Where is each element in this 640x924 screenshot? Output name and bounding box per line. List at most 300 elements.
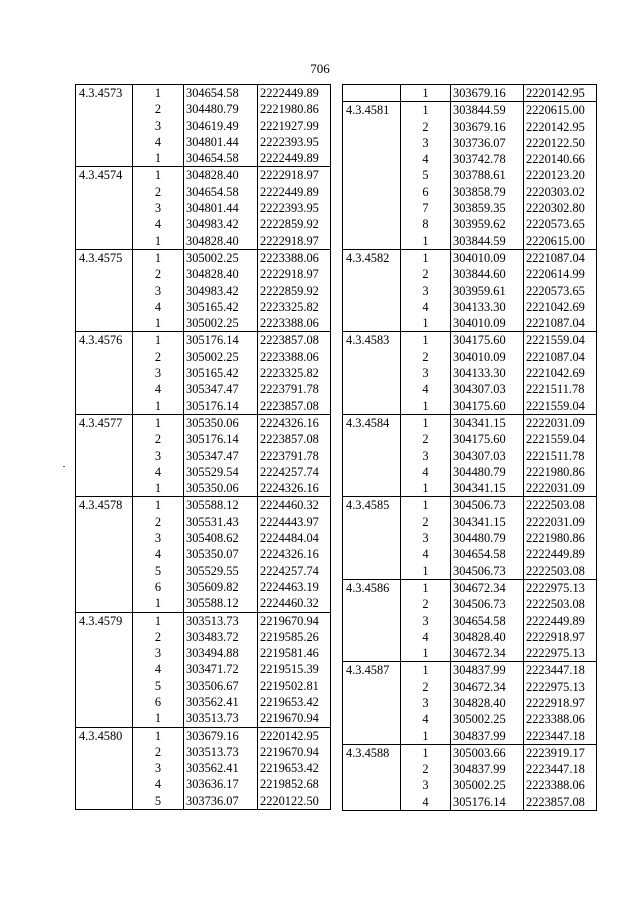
table-row — [76, 283, 331, 299]
x-coordinate-cell: 303844.60 — [451, 266, 524, 282]
y-coordinate-cell: 2222031.09 — [524, 414, 597, 431]
y-coordinate-cell: 2220122.50 — [524, 135, 597, 151]
parcel-id-cell — [343, 299, 401, 315]
parcel-id-cell: 4.3.4578 — [76, 497, 133, 514]
table-row — [76, 497, 331, 514]
x-coordinate-cell: 303494.88 — [184, 645, 258, 661]
table-row — [76, 233, 331, 250]
parcel-id-cell — [76, 760, 133, 776]
x-coordinate-cell: 304506.73 — [451, 497, 524, 514]
point-number-cell: 1 — [133, 332, 184, 349]
y-coordinate-cell: 2224443.97 — [258, 514, 331, 530]
x-coordinate-cell: 304837.99 — [451, 761, 524, 777]
parcel-id-cell — [76, 283, 133, 299]
y-coordinate-cell: 2220615.00 — [524, 233, 597, 250]
y-coordinate-cell: 2219581.46 — [258, 645, 331, 661]
table-row — [343, 662, 597, 679]
table-row — [76, 398, 331, 415]
parcel-id-cell — [76, 645, 133, 661]
table-row — [76, 200, 331, 216]
point-number-cell: 1 — [401, 102, 451, 119]
parcel-id-cell — [343, 200, 401, 216]
table-row — [343, 167, 597, 183]
x-coordinate-cell: 304837.99 — [451, 728, 524, 745]
point-number-cell: 2 — [154, 629, 162, 644]
y-coordinate-cell: 2219852.68 — [258, 776, 331, 792]
table-row — [343, 711, 597, 727]
point-number-cell: 5 — [422, 168, 429, 183]
parcel-id-cell — [343, 119, 401, 135]
x-coordinate-cell: 304133.30 — [451, 365, 524, 381]
y-coordinate-cell: 2222031.09 — [524, 514, 597, 530]
coordinates-table-right — [342, 84, 597, 811]
table-row — [343, 613, 597, 629]
table-row — [343, 283, 597, 299]
y-coordinate-cell: 2219653.42 — [258, 760, 331, 776]
point-number-cell: 7 — [422, 201, 429, 216]
table-row — [343, 794, 597, 811]
point-number-cell: 4 — [154, 464, 162, 479]
point-number-cell: 1 — [422, 563, 429, 578]
y-coordinate-cell: 2223388.06 — [258, 249, 331, 266]
y-coordinate-cell: 2222975.13 — [524, 679, 597, 695]
point-number-cell: 2 — [154, 744, 162, 759]
x-coordinate-cell: 305350.06 — [184, 480, 258, 497]
parcel-id-cell — [76, 661, 133, 677]
y-coordinate-cell: 2220142.95 — [258, 727, 331, 744]
table-row — [343, 629, 597, 645]
parcel-id-cell: 4.3.4573 — [76, 85, 133, 102]
table-row — [76, 431, 331, 447]
parcel-id-cell — [343, 266, 401, 282]
point-number-cell: 3 — [422, 366, 429, 381]
y-coordinate-cell: 2223447.18 — [524, 728, 597, 745]
parcel-id-cell — [343, 216, 401, 232]
point-number-cell: 4 — [422, 712, 429, 727]
point-number-cell: 1 — [133, 414, 184, 431]
table-row — [76, 332, 331, 349]
x-coordinate-cell: 304010.09 — [451, 249, 524, 266]
point-number-cell: 1 — [133, 727, 184, 744]
x-coordinate-cell: 304341.15 — [451, 414, 524, 431]
x-coordinate-cell: 303562.41 — [184, 760, 258, 776]
x-coordinate-cell: 304828.40 — [451, 629, 524, 645]
parcel-id-cell — [343, 613, 401, 629]
x-coordinate-cell: 305350.06 — [184, 414, 258, 431]
table-row — [343, 266, 597, 282]
table-row — [343, 135, 597, 151]
point-number-cell: 3 — [422, 613, 429, 628]
point-number-cell: 4 — [422, 152, 429, 167]
y-coordinate-cell: 2222449.89 — [258, 150, 331, 167]
parcel-id-cell — [76, 464, 133, 480]
table-row — [343, 200, 597, 216]
x-coordinate-cell: 305002.25 — [451, 711, 524, 727]
parcel-id-cell — [343, 514, 401, 530]
parcel-id-cell: 4.3.4583 — [343, 332, 401, 349]
parcel-id-cell: 4.3.4586 — [343, 579, 401, 596]
point-number-cell: 1 — [422, 233, 429, 248]
table-row — [76, 464, 331, 480]
point-number-cell: 2 — [422, 597, 429, 612]
point-number-cell: 1 — [422, 481, 429, 496]
table-row — [76, 760, 331, 776]
y-coordinate-cell: 2223447.18 — [524, 662, 597, 679]
x-coordinate-cell: 304175.60 — [451, 332, 524, 349]
point-number-cell: 8 — [422, 217, 429, 232]
x-coordinate-cell: 304983.42 — [184, 216, 258, 232]
y-coordinate-cell: 2220614.99 — [524, 266, 597, 282]
table-row — [76, 661, 331, 677]
x-coordinate-cell: 305002.25 — [451, 777, 524, 793]
y-coordinate-cell: 2222449.89 — [524, 613, 597, 629]
point-number-cell: 6 — [154, 694, 162, 709]
y-coordinate-cell: 2221087.04 — [524, 349, 597, 365]
table-row — [343, 777, 597, 793]
page-number: 706 — [310, 61, 330, 76]
parcel-id-cell — [76, 744, 133, 760]
y-coordinate-cell: 2222859.92 — [258, 283, 331, 299]
parcel-id-cell — [343, 596, 401, 612]
x-coordinate-cell: 304341.15 — [451, 514, 524, 530]
x-coordinate-cell: 305002.25 — [184, 315, 258, 332]
x-coordinate-cell: 304010.09 — [451, 315, 524, 332]
y-coordinate-cell: 2219670.94 — [258, 612, 331, 629]
table-row — [76, 530, 331, 546]
x-coordinate-cell: 305003.66 — [451, 744, 524, 761]
table-row — [76, 678, 331, 694]
table-row — [76, 216, 331, 232]
y-coordinate-cell: 2222859.92 — [258, 216, 331, 232]
parcel-id-cell — [343, 794, 401, 811]
parcel-id-cell — [76, 184, 133, 200]
point-number-cell: 1 — [154, 316, 162, 331]
point-number-cell: 4 — [154, 662, 162, 677]
y-coordinate-cell: 2223388.06 — [524, 711, 597, 727]
parcel-id-cell — [76, 776, 133, 792]
point-number-cell: 1 — [154, 481, 162, 496]
point-number-cell: 1 — [154, 398, 162, 413]
parcel-id-cell — [76, 266, 133, 282]
table-row — [343, 728, 597, 745]
point-number-cell: 1 — [154, 151, 162, 166]
parcel-id-cell — [76, 216, 133, 232]
parcel-id-cell — [343, 530, 401, 546]
x-coordinate-cell: 304506.73 — [451, 596, 524, 612]
x-coordinate-cell: 304672.34 — [451, 645, 524, 662]
x-coordinate-cell: 303959.62 — [451, 216, 524, 232]
y-coordinate-cell: 2222449.89 — [524, 546, 597, 562]
parcel-id-cell — [76, 150, 133, 167]
y-coordinate-cell: 2221559.04 — [524, 332, 597, 349]
point-number-cell: 3 — [154, 531, 162, 546]
table-row — [76, 629, 331, 645]
parcel-id-cell — [343, 167, 401, 183]
table-row — [76, 134, 331, 150]
parcel-id-cell: 4.3.4575 — [76, 249, 133, 266]
y-coordinate-cell: 2220122.50 — [258, 793, 331, 810]
coordinates-table-left — [75, 84, 331, 810]
x-coordinate-cell: 305609.82 — [184, 579, 258, 595]
x-coordinate-cell: 304801.44 — [184, 134, 258, 150]
parcel-id-cell — [343, 464, 401, 480]
x-coordinate-cell: 303742.78 — [451, 151, 524, 167]
table-row — [343, 315, 597, 332]
parcel-id-cell — [76, 480, 133, 497]
parcel-id-cell — [343, 365, 401, 381]
parcel-id-cell — [76, 546, 133, 562]
y-coordinate-cell: 2223388.06 — [524, 777, 597, 793]
parcel-id-cell — [76, 101, 133, 117]
x-coordinate-cell: 304983.42 — [184, 283, 258, 299]
table-row — [343, 596, 597, 612]
margin-mark — [63, 466, 65, 467]
table-row — [76, 184, 331, 200]
table-row — [343, 645, 597, 662]
point-number-cell: 1 — [154, 596, 162, 611]
parcel-id-cell: 4.3.4587 — [343, 662, 401, 679]
y-coordinate-cell: 2224460.32 — [258, 595, 331, 612]
table-row — [343, 579, 597, 596]
x-coordinate-cell: 304828.40 — [451, 695, 524, 711]
point-number-cell: 1 — [133, 85, 184, 102]
parcel-id-cell: 4.3.4585 — [343, 497, 401, 514]
y-coordinate-cell: 2221042.69 — [524, 299, 597, 315]
y-coordinate-cell: 2219653.42 — [258, 694, 331, 710]
table-row — [76, 315, 331, 332]
parcel-id-cell — [343, 728, 401, 745]
x-coordinate-cell: 305408.62 — [184, 530, 258, 546]
point-number-cell: 4 — [422, 464, 429, 479]
parcel-id-cell — [76, 579, 133, 595]
point-number-cell: 3 — [422, 778, 429, 793]
x-coordinate-cell: 305347.47 — [184, 448, 258, 464]
point-number-cell: 1 — [133, 249, 184, 266]
y-coordinate-cell: 2220573.65 — [524, 216, 597, 232]
point-number-cell: 1 — [422, 398, 429, 413]
point-number-cell: 3 — [154, 283, 162, 298]
table-row — [343, 480, 597, 497]
point-number-cell: 1 — [401, 85, 451, 102]
y-coordinate-cell: 2224326.16 — [258, 480, 331, 497]
point-number-cell: 3 — [422, 695, 429, 710]
table-row — [343, 184, 597, 200]
parcel-id-cell — [343, 563, 401, 580]
parcel-id-cell — [76, 431, 133, 447]
table-row — [76, 480, 331, 497]
x-coordinate-cell: 304828.40 — [184, 233, 258, 250]
x-coordinate-cell: 303471.72 — [184, 661, 258, 677]
y-coordinate-cell: 2222918.97 — [258, 167, 331, 184]
parcel-id-cell — [343, 85, 401, 102]
x-coordinate-cell: 303959.61 — [451, 283, 524, 299]
parcel-id-cell — [343, 480, 401, 497]
table-row — [76, 710, 331, 727]
y-coordinate-cell: 2221511.78 — [524, 381, 597, 397]
table-row — [343, 332, 597, 349]
y-coordinate-cell: 2222393.95 — [258, 200, 331, 216]
x-coordinate-cell: 304480.79 — [451, 530, 524, 546]
x-coordinate-cell: 303636.17 — [184, 776, 258, 792]
point-number-cell: 4 — [422, 629, 429, 644]
x-coordinate-cell: 304672.34 — [451, 579, 524, 596]
y-coordinate-cell: 2220302.80 — [524, 200, 597, 216]
parcel-id-cell — [343, 448, 401, 464]
point-number-cell: 2 — [422, 762, 429, 777]
x-coordinate-cell: 304801.44 — [184, 200, 258, 216]
y-coordinate-cell: 2221087.04 — [524, 249, 597, 266]
parcel-id-cell — [343, 711, 401, 727]
x-coordinate-cell: 303513.73 — [184, 710, 258, 727]
parcel-id-cell — [76, 514, 133, 530]
parcel-id-cell — [76, 710, 133, 727]
point-number-cell: 4 — [422, 382, 429, 397]
x-coordinate-cell: 303562.41 — [184, 694, 258, 710]
y-coordinate-cell: 2223857.08 — [258, 398, 331, 415]
table-row — [343, 695, 597, 711]
table-row — [76, 299, 331, 315]
parcel-id-cell — [76, 349, 133, 365]
y-coordinate-cell: 2223791.78 — [258, 381, 331, 397]
table-row — [343, 85, 597, 102]
table-row — [343, 381, 597, 397]
y-coordinate-cell: 2224257.74 — [258, 563, 331, 579]
x-coordinate-cell: 304654.58 — [451, 546, 524, 562]
parcel-id-cell: 4.3.4579 — [76, 612, 133, 629]
table-row — [76, 546, 331, 562]
x-coordinate-cell: 303679.16 — [451, 119, 524, 135]
parcel-id-cell — [343, 761, 401, 777]
y-coordinate-cell: 2219585.26 — [258, 629, 331, 645]
point-number-cell: 1 — [401, 332, 451, 349]
x-coordinate-cell: 305176.14 — [184, 332, 258, 349]
y-coordinate-cell: 2222975.13 — [524, 645, 597, 662]
x-coordinate-cell: 303788.61 — [451, 167, 524, 183]
point-number-cell: 3 — [154, 366, 162, 381]
point-number-cell: 4 — [422, 547, 429, 562]
parcel-id-cell — [76, 678, 133, 694]
parcel-id-cell — [76, 448, 133, 464]
y-coordinate-cell: 2222918.97 — [524, 695, 597, 711]
table-row — [76, 101, 331, 117]
point-number-cell: 4 — [154, 217, 162, 232]
point-number-cell: 3 — [422, 283, 429, 298]
parcel-id-cell — [76, 629, 133, 645]
point-number-cell: 1 — [154, 233, 162, 248]
y-coordinate-cell: 2221559.04 — [524, 398, 597, 415]
parcel-id-cell — [343, 679, 401, 695]
parcel-id-cell — [343, 135, 401, 151]
x-coordinate-cell: 304307.03 — [451, 448, 524, 464]
y-coordinate-cell: 2224460.32 — [258, 497, 331, 514]
x-coordinate-cell: 304341.15 — [451, 480, 524, 497]
table-row — [343, 761, 597, 777]
table-row — [343, 151, 597, 167]
y-coordinate-cell: 2222918.97 — [258, 266, 331, 282]
point-number-cell: 6 — [422, 184, 429, 199]
y-coordinate-cell: 2221559.04 — [524, 431, 597, 447]
table-row — [343, 530, 597, 546]
y-coordinate-cell: 2223919.17 — [524, 744, 597, 761]
table-row — [76, 645, 331, 661]
y-coordinate-cell: 2221980.86 — [524, 464, 597, 480]
y-coordinate-cell: 2221980.86 — [258, 101, 331, 117]
point-number-cell: 1 — [422, 646, 429, 661]
x-coordinate-cell: 305588.12 — [184, 497, 258, 514]
x-coordinate-cell: 305002.25 — [184, 349, 258, 365]
parcel-id-cell: 4.3.4588 — [343, 744, 401, 761]
y-coordinate-cell: 2222503.08 — [524, 563, 597, 580]
table-row — [343, 679, 597, 695]
x-coordinate-cell: 304175.60 — [451, 431, 524, 447]
table-row — [76, 595, 331, 612]
table-row — [343, 546, 597, 562]
x-coordinate-cell: 304672.34 — [451, 679, 524, 695]
point-number-cell: 4 — [154, 777, 162, 792]
table-row — [76, 514, 331, 530]
x-coordinate-cell: 304480.79 — [184, 101, 258, 117]
table-row — [76, 776, 331, 792]
y-coordinate-cell: 2220303.02 — [524, 184, 597, 200]
table-row — [76, 118, 331, 134]
y-coordinate-cell: 2222503.08 — [524, 596, 597, 612]
point-number-cell: 5 — [133, 793, 184, 810]
table-row — [76, 448, 331, 464]
parcel-id-cell — [343, 184, 401, 200]
point-number-cell: 4 — [401, 794, 451, 811]
parcel-id-cell — [343, 151, 401, 167]
x-coordinate-cell: 304654.58 — [451, 613, 524, 629]
parcel-id-cell — [76, 530, 133, 546]
x-coordinate-cell: 303736.07 — [451, 135, 524, 151]
y-coordinate-cell: 2223791.78 — [258, 448, 331, 464]
parcel-id-cell — [343, 398, 401, 415]
parcel-id-cell — [76, 694, 133, 710]
y-coordinate-cell: 2222449.89 — [258, 85, 331, 102]
y-coordinate-cell: 2221511.78 — [524, 448, 597, 464]
y-coordinate-cell: 2220615.00 — [524, 102, 597, 119]
parcel-id-cell — [76, 381, 133, 397]
table-row — [343, 299, 597, 315]
point-number-cell: 1 — [422, 728, 429, 743]
y-coordinate-cell: 2224463.19 — [258, 579, 331, 595]
x-coordinate-cell: 305165.42 — [184, 299, 258, 315]
point-number-cell: 5 — [154, 563, 162, 578]
point-number-cell: 1 — [401, 662, 451, 679]
y-coordinate-cell: 2220142.95 — [524, 85, 597, 102]
table-row — [76, 266, 331, 282]
table-row — [76, 167, 331, 184]
parcel-id-cell — [343, 233, 401, 250]
table-row — [343, 349, 597, 365]
x-coordinate-cell: 304506.73 — [451, 563, 524, 580]
y-coordinate-cell: 2221042.69 — [524, 365, 597, 381]
point-number-cell: 5 — [154, 678, 162, 693]
table-row — [343, 216, 597, 232]
table-row — [76, 694, 331, 710]
y-coordinate-cell: 2219502.81 — [258, 678, 331, 694]
point-number-cell: 1 — [133, 497, 184, 514]
parcel-id-cell: 4.3.4584 — [343, 414, 401, 431]
point-number-cell: 2 — [154, 102, 162, 117]
x-coordinate-cell: 303736.07 — [184, 793, 258, 810]
table-body-right — [343, 85, 597, 811]
y-coordinate-cell: 2220123.20 — [524, 167, 597, 183]
x-coordinate-cell: 305529.55 — [184, 563, 258, 579]
table-row — [76, 349, 331, 365]
parcel-id-cell — [76, 200, 133, 216]
y-coordinate-cell: 2224484.04 — [258, 530, 331, 546]
